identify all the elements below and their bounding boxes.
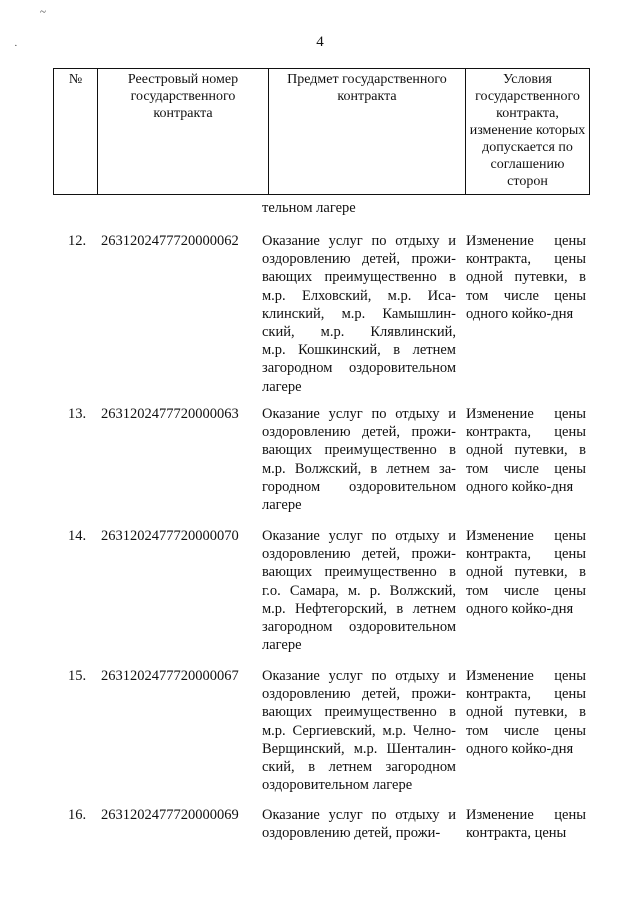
- registry-number: 2631202477720000070: [101, 528, 239, 544]
- subject-line: м.р. Кошкинский, в летнем: [262, 342, 456, 359]
- table-header: [53, 68, 590, 195]
- conditions-line: Изменение цены: [466, 233, 586, 249]
- conditions-line: одной путевки, в: [466, 564, 586, 581]
- subject-line: вающих преимущественно в: [262, 269, 456, 286]
- subject-line: городном оздоровительном: [262, 478, 456, 495]
- header-registry-number: Реестровый номер государственного контракта: [98, 69, 269, 195]
- conditions-line: Изменение цены: [466, 406, 586, 422]
- row-number: 13.: [68, 406, 87, 422]
- registry-number: 2631202477720000067: [101, 668, 239, 684]
- conditions-line: одной путевки, в: [466, 704, 586, 721]
- subject-line: оздоровительном лагере: [262, 777, 413, 794]
- conditions-line: том числе цены: [466, 582, 586, 599]
- contract-conditions: [466, 667, 586, 758]
- subject-line: Оказание услуг по отдыху и: [262, 528, 456, 544]
- conditions-line: том числе цены: [466, 460, 586, 477]
- registry-number: 2631202477720000069: [101, 807, 239, 823]
- subject-line: ский, м.р. Клявлинский,: [262, 324, 456, 341]
- subject-line: лагере: [262, 497, 302, 514]
- subject-line: ский, в летнем загородном: [262, 759, 456, 776]
- subject-line: оздоровлению детей, прожи-: [262, 424, 456, 441]
- contract-conditions: [466, 806, 586, 842]
- conditions-line: одного койко-дня: [466, 600, 574, 617]
- conditions-line: контракта, цены: [466, 424, 586, 441]
- subject-line: вающих преимущественно в: [262, 704, 456, 721]
- subject-line: клинский, м.р. Камышлин-: [262, 305, 456, 322]
- conditions-line: контракта, цены: [466, 825, 567, 842]
- contract-conditions: [466, 232, 586, 323]
- conditions-line: одной путевки, в: [466, 269, 586, 286]
- conditions-line: Изменение цены: [466, 528, 586, 544]
- subject-line: Верщинский, м.р. Шенталин-: [262, 740, 456, 757]
- subject-line: вающих преимущественно в: [262, 442, 456, 459]
- conditions-line: контракта, цены: [466, 686, 586, 703]
- subject-line: Оказание услуг по отдыху и: [262, 807, 456, 823]
- conditions-line: контракта, цены: [466, 251, 586, 268]
- conditions-line: одной путевки, в: [466, 442, 586, 459]
- contract-subject: [262, 232, 456, 396]
- subject-line: вающих преимущественно в: [262, 564, 456, 581]
- conditions-line: одного койко-дня: [466, 740, 574, 757]
- contract-subject: [262, 405, 456, 514]
- contract-conditions: [466, 527, 586, 618]
- conditions-line: Изменение цены: [466, 807, 586, 823]
- conditions-line: контракта, цены: [466, 546, 586, 563]
- header-contract-conditions: Условия государственного контракта, изменение которых допускается по соглашению сторон: [466, 69, 590, 195]
- scan-mark-left: ·: [14, 40, 18, 52]
- continuation-text: тельном лагере: [262, 200, 356, 216]
- subject-line: м.р. Елховский, м.р. Иса-: [262, 287, 456, 304]
- subject-line: оздоровлению детей, прожи-: [262, 825, 441, 842]
- conditions-line: том числе цены: [466, 287, 586, 304]
- contract-subject: [262, 667, 456, 794]
- subject-line: загородном оздоровительном: [262, 360, 456, 377]
- header-contract-subject: Предмет государственного контракта: [269, 69, 466, 195]
- subject-line: оздоровлению детей, прожи-: [262, 686, 456, 703]
- conditions-line: одного койко-дня: [466, 478, 574, 495]
- subject-line: Оказание услуг по отдыху и: [262, 406, 456, 422]
- subject-line: оздоровлению детей, прожи-: [262, 251, 456, 268]
- row-number: 14.: [68, 528, 87, 544]
- subject-line: Оказание услуг по отдыху и: [262, 668, 456, 684]
- subject-line: оздоровлению детей, прожи-: [262, 546, 456, 563]
- subject-line: Оказание услуг по отдыху и: [262, 233, 456, 249]
- subject-line: м.р. Нефтегорский, в летнем: [262, 600, 456, 617]
- contract-subject: [262, 527, 456, 654]
- registry-number: 2631202477720000063: [101, 406, 239, 422]
- subject-line: г.о. Самара, м. р. Волжский,: [262, 582, 456, 599]
- contract-subject: [262, 806, 456, 842]
- conditions-line: том числе цены: [466, 722, 586, 739]
- registry-number: 2631202477720000062: [101, 233, 239, 249]
- conditions-line: Изменение цены: [466, 668, 586, 684]
- row-number: 12.: [68, 233, 87, 249]
- header-number: №: [54, 69, 98, 195]
- subject-line: лагере: [262, 637, 302, 654]
- contract-conditions: [466, 405, 586, 496]
- scan-mark-top: ~: [40, 6, 46, 18]
- conditions-line: одного койко-дня: [466, 305, 574, 322]
- subject-line: лагере: [262, 378, 302, 395]
- subject-line: м.р. Волжский, в летнем за-: [262, 460, 456, 477]
- row-number: 16.: [68, 807, 87, 823]
- subject-line: загородном оздоровительном: [262, 619, 456, 636]
- page-number: 4: [316, 34, 324, 50]
- row-number: 15.: [68, 668, 87, 684]
- subject-line: м.р. Сергиевский, м.р. Челно-: [262, 722, 456, 739]
